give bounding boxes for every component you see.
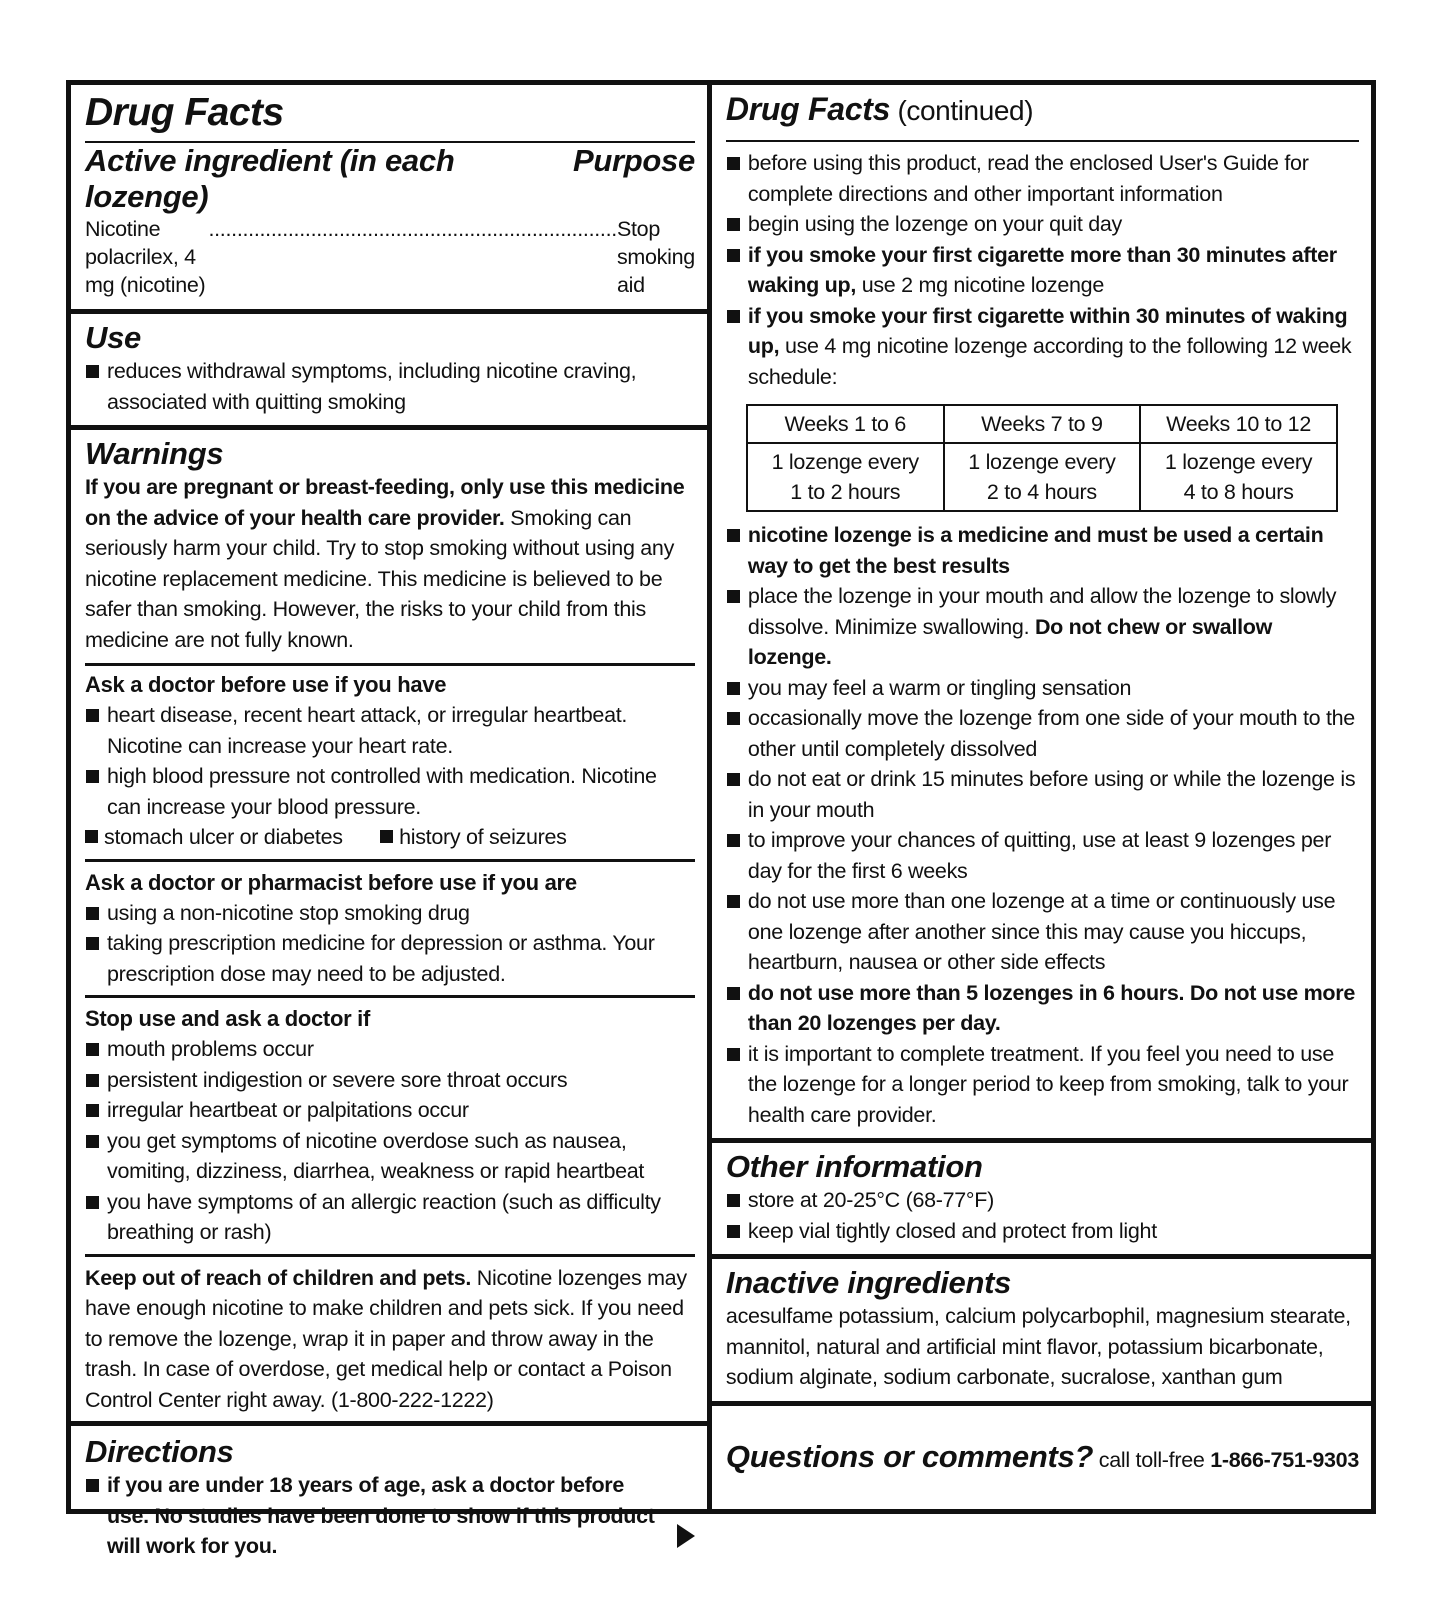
bullet-icon bbox=[86, 365, 99, 378]
use-list bbox=[85, 356, 695, 417]
directions-heading: Directions bbox=[85, 1434, 234, 1469]
bullet-icon bbox=[86, 770, 99, 783]
bullet-icon bbox=[727, 1048, 740, 1061]
list-item: mouth problems occur bbox=[85, 1034, 695, 1065]
list-item: to improve your chances of quitting, use at least 9 lozenges per day for the first 6 weeks bbox=[726, 825, 1359, 886]
questions-text: call toll-free bbox=[1093, 1448, 1211, 1472]
bullet-icon bbox=[85, 830, 98, 843]
left-column bbox=[71, 85, 712, 1558]
list-item: high blood pressure not controlled with medication. Nicotine can increase your blood pressure. bbox=[85, 761, 695, 822]
list-item: you have symptoms of an allergic reaction (such as difficulty breathing or rash) bbox=[85, 1187, 695, 1248]
bullet-icon bbox=[727, 218, 740, 231]
bullet-icon bbox=[727, 1194, 740, 1207]
list-item: before using this product, read the enclosed User's Guide for complete directions and other important information bbox=[726, 148, 1359, 209]
list-item: do not use more than 5 lozenges in 6 hours. Do not use more than 20 lozenges per day. bbox=[726, 978, 1359, 1039]
dosing-schedule-table bbox=[746, 404, 1338, 512]
warnings-section bbox=[71, 430, 707, 1426]
directions-list bbox=[85, 1470, 695, 1562]
bullet-icon bbox=[86, 937, 99, 950]
list-item: occasionally move the lozenge from one side of your mouth to the other until completely dissolved bbox=[726, 703, 1359, 764]
bullet-icon bbox=[86, 1196, 99, 1209]
directions-list-1 bbox=[726, 148, 1359, 392]
leader-dots: ........................................................................ bbox=[208, 217, 617, 241]
active-ingredient-line bbox=[85, 215, 695, 299]
stop-use-list bbox=[85, 1034, 695, 1248]
inactive-ingredients-heading: Inactive ingredients bbox=[725, 1265, 1012, 1300]
other-information-heading: Other information bbox=[725, 1149, 983, 1184]
list-item: do not use more than one lozenge at a time or continuously use one lozenge after another since this may cause you hiccups, heartburn, nausea or other side effects bbox=[726, 886, 1359, 978]
table-header-cell: Weeks 10 to 12 bbox=[1140, 405, 1337, 443]
list-item: store at 20-25°C (68-77°F) bbox=[726, 1185, 1359, 1216]
list-item: do not eat or drink 15 minutes before using or while the lozenge is in your mouth bbox=[726, 764, 1359, 825]
directions-continued-section bbox=[712, 85, 1371, 1143]
bullet-icon bbox=[727, 834, 740, 847]
table-cell: 1 lozenge every 1 to 2 hours bbox=[747, 443, 944, 511]
use-heading: Use bbox=[85, 320, 141, 355]
list-item: if you smoke your first cigarette within 30 minutes of waking up, use 4 mg nicotine lozenge according to the following 12 week schedule: bbox=[726, 301, 1359, 393]
bullet-icon bbox=[86, 1479, 99, 1492]
table-cell: 1 lozenge every 2 to 4 hours bbox=[944, 443, 1141, 511]
questions-line bbox=[726, 1439, 1359, 1476]
table-header-row bbox=[747, 405, 1337, 443]
list-item: begin using the lozenge on your quit day bbox=[726, 209, 1359, 240]
warnings-heading: Warnings bbox=[85, 436, 224, 471]
list-item: heart disease, recent heart attack, or irregular heartbeat. Nicotine can increase your heart rate. bbox=[85, 700, 695, 761]
active-ingredient-heading: Active ingredient (in each lozenge) bbox=[85, 143, 455, 214]
list-item: irregular heartbeat or palpitations occur bbox=[85, 1095, 695, 1126]
list-item: reduces withdrawal symptoms, including nicotine craving, associated with quitting smoking bbox=[85, 356, 695, 417]
pregnancy-warning: If you are pregnant or breast-feeding, only use this medicine on the advice of your health care provider. Smoking can seriously harm your child. Try to stop smoking without using any nicotine replacement medicine. This medicine is believed to be safer than smoking. However, the risks to your child from this medicine are not fully known. bbox=[85, 475, 685, 652]
directions-section bbox=[71, 1426, 707, 1562]
inactive-ingredients-text: acesulfame potassium, calcium polycarbophil, magnesium stearate, mannitol, natural and artificial mint flavor, potassium bicarbonate, sodium alginate, sodium carbonate, sucralose, xanthan gum bbox=[725, 1304, 1351, 1389]
ask-doctor-list bbox=[85, 700, 695, 822]
list-item: you get symptoms of nicotine overdose such as nausea, vomiting, dizziness, diarrhea, weakness or rapid heartbeat bbox=[85, 1126, 695, 1187]
bullet-icon bbox=[380, 830, 393, 843]
bullet-icon bbox=[86, 1043, 99, 1056]
list-item: if you smoke your first cigarette more than 30 minutes after waking up, use 2 mg nicotine lozenge bbox=[726, 240, 1359, 301]
list-item: persistent indigestion or severe sore throat occurs bbox=[85, 1065, 695, 1096]
bullet-icon bbox=[86, 709, 99, 722]
bullet-icon bbox=[727, 712, 740, 725]
list-item: place the lozenge in your mouth and allow the lozenge to slowly dissolve. Minimize swallowing. Do not chew or swallow lozenge. bbox=[726, 581, 1359, 673]
ask-doctor-heading: Ask a doctor before use if you have bbox=[85, 672, 447, 697]
bullet-icon bbox=[86, 1074, 99, 1087]
ingredient-purpose: Stop smoking aid bbox=[616, 217, 695, 297]
directions-list-2 bbox=[726, 520, 1359, 1130]
table-cell: 1 lozenge every 4 to 8 hours bbox=[1140, 443, 1337, 511]
continue-arrow-icon bbox=[677, 1524, 695, 1548]
purpose-heading: Purpose bbox=[572, 143, 695, 178]
bullet-icon bbox=[727, 682, 740, 695]
bullet-icon bbox=[727, 310, 740, 323]
questions-section bbox=[712, 1406, 1371, 1510]
list-item: keep vial tightly closed and protect from light bbox=[726, 1216, 1359, 1247]
list-item: if you are under 18 years of age, ask a doctor before use. No studies have been done to show if this product will work for you. bbox=[85, 1470, 665, 1562]
ask-pharmacist-block bbox=[85, 862, 695, 996]
inactive-ingredients-section bbox=[712, 1259, 1371, 1406]
ask-pharmacist-list bbox=[85, 898, 695, 990]
bullet-icon bbox=[727, 895, 740, 908]
ask-doctor-inline-items: stomach ulcer or diabetes history of seizures bbox=[85, 822, 695, 853]
list-item: nicotine lozenge is a medicine and must be used a certain way to get the best results bbox=[726, 520, 1359, 581]
bullet-icon bbox=[727, 1225, 740, 1238]
phone-number: 1-866-751-9303 bbox=[1210, 1448, 1359, 1472]
drug-facts-label bbox=[66, 80, 1376, 1558]
ask-doctor-block bbox=[85, 666, 695, 859]
list-item: using a non-nicotine stop smoking drug bbox=[85, 898, 695, 929]
bullet-icon bbox=[727, 529, 740, 542]
bullet-icon bbox=[727, 157, 740, 170]
ask-pharmacist-heading: Ask a doctor or pharmacist before use if you are bbox=[85, 869, 577, 895]
bullet-icon bbox=[727, 987, 740, 1000]
table-row bbox=[747, 443, 1337, 511]
other-information-list bbox=[726, 1185, 1359, 1246]
list-item: it is important to complete treatment. If you feel you need to use the lozenge for a longer period to keep from smoking, talk to your health care provider. bbox=[726, 1039, 1359, 1131]
stop-use-heading: Stop use and ask a doctor if bbox=[85, 1006, 370, 1031]
list-item: taking prescription medicine for depression or asthma. Your prescription dose may need to be adjusted. bbox=[85, 928, 695, 989]
continued-title: Drug Facts (continued) bbox=[725, 91, 1034, 127]
bullet-icon bbox=[727, 773, 740, 786]
active-ingredient-section bbox=[71, 85, 707, 314]
other-information-section bbox=[712, 1143, 1371, 1259]
stop-use-block bbox=[85, 998, 695, 1254]
list-item: you may feel a warm or tingling sensation bbox=[726, 673, 1359, 704]
bullet-icon bbox=[727, 590, 740, 603]
keep-out-of-reach: Keep out of reach of children and pets. Nicotine lozenges may have enough nicotine to make children and pets sick. If you need to remove the lozenge, wrap it in paper and throw away in the trash. In case of overdose, get medical help or contact a Poison Control Center right away. (1-800-222-1222) bbox=[85, 1265, 687, 1412]
drug-facts-title: Drug Facts bbox=[85, 91, 284, 134]
bullet-icon bbox=[86, 907, 99, 920]
table-header-cell: Weeks 7 to 9 bbox=[944, 405, 1141, 443]
questions-heading: Questions or comments? bbox=[725, 1439, 1094, 1474]
active-ingredient-header bbox=[85, 143, 695, 215]
ingredient-name: Nicotine polacrilex, 4 mg (nicotine) bbox=[85, 217, 206, 297]
bullet-icon bbox=[86, 1135, 99, 1148]
bullet-icon bbox=[727, 249, 740, 262]
bullet-icon bbox=[86, 1104, 99, 1117]
divider bbox=[726, 140, 1359, 142]
table-header-cell: Weeks 1 to 6 bbox=[747, 405, 944, 443]
use-section bbox=[71, 314, 707, 430]
right-column bbox=[712, 85, 1371, 1509]
